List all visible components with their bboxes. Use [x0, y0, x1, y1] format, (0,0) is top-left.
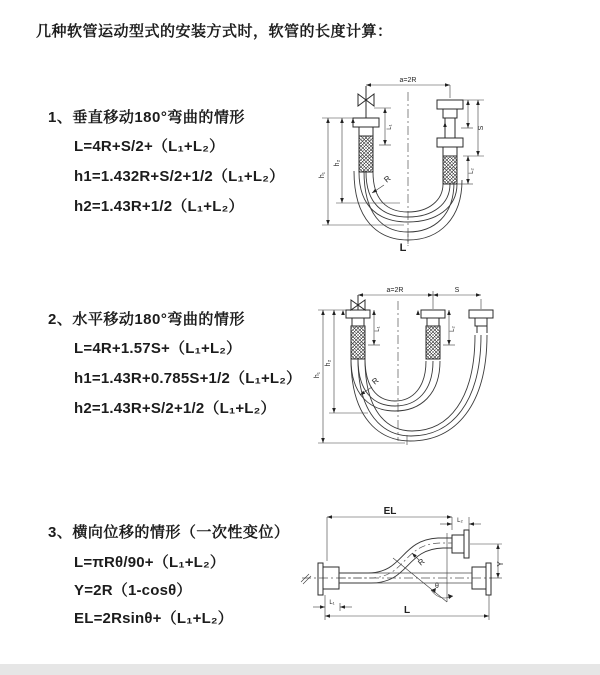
braid-outline — [359, 136, 373, 172]
diagram-horizontal-180 — [310, 283, 568, 455]
dim-label-l2: L₂ — [457, 518, 463, 524]
dim-label-l1: L₁ — [375, 326, 381, 332]
flange — [353, 118, 379, 127]
dimension-arrows — [321, 293, 481, 443]
section-1-heading: 1、垂直移动180°弯曲的情形 — [48, 109, 245, 126]
dim-label-l2: L₂ — [450, 326, 456, 332]
braid-outline — [443, 156, 457, 184]
arrowhead — [448, 594, 453, 599]
section-2-heading: 2、水平移动180°弯曲的情形 — [48, 311, 245, 328]
dim-label-h2: h₂ — [325, 359, 332, 367]
pipe — [445, 118, 455, 138]
dim-label-a2r: a=2R — [399, 77, 417, 84]
flange — [421, 310, 445, 318]
dim-label-y: Y — [496, 561, 505, 567]
braid-outline — [351, 326, 365, 359]
formula-line: h2=1.43R+S/2+1/2（L₁+L₂） — [74, 400, 276, 417]
formula-line: L=πRθ/90+（L₁+L₂） — [74, 554, 226, 571]
dim-label-r: R — [416, 556, 427, 568]
dim-label-l1: L₁ — [329, 600, 335, 606]
flange — [437, 100, 463, 109]
section-3-heading: 3、横向位移的情形（一次性变位） — [48, 524, 290, 541]
page-bottom-edge — [0, 664, 600, 675]
dim-label-a2r: a=2R — [386, 287, 404, 294]
flange — [346, 310, 370, 318]
formula-line: h1=1.43R+0.785S+1/2（L₁+L₂） — [74, 370, 302, 387]
dim-label-l1: L₁ — [387, 124, 393, 130]
formula-line: EL=2Rsinθ+（L₁+L₂） — [74, 610, 233, 627]
dim-label-h1: h₁ — [314, 371, 321, 379]
flange — [443, 147, 457, 156]
flange — [475, 318, 487, 326]
formula-line: Y=2R（1-cosθ） — [74, 582, 192, 599]
hose-curve — [339, 538, 452, 583]
formula-line: h1=1.432R+S/2+1/2（L₁+L₂） — [74, 168, 285, 185]
dim-label-el: EL — [383, 506, 397, 517]
hose-curve — [351, 335, 487, 441]
flange — [318, 563, 323, 595]
flange — [452, 535, 464, 553]
dim-label-h2: h₂ — [334, 159, 341, 167]
pipe — [477, 326, 487, 333]
dim-label-s: S — [454, 287, 460, 294]
diagram-lateral-displacement — [300, 503, 510, 631]
flange — [486, 563, 491, 595]
flange — [427, 318, 439, 326]
flange — [464, 530, 469, 558]
dim-label-r: R — [382, 173, 393, 185]
formula-line: L=4R+1.57S+（L₁+L₂） — [74, 340, 242, 357]
dim-label-l: L — [399, 242, 407, 254]
dim-label-l2: L₂ — [469, 168, 475, 174]
dim-label-r: R — [370, 375, 381, 387]
page-title: 几种软管运动型式的安装方式时，软管的长度计算： — [36, 23, 393, 40]
braid-outline — [426, 326, 440, 359]
dim-label-s: S — [478, 125, 485, 131]
break-symbol — [301, 574, 311, 584]
flange — [437, 138, 463, 147]
flange — [469, 310, 493, 318]
formula-line: L=4R+S/2+（L₁+L₂） — [74, 138, 225, 155]
flange — [359, 127, 373, 136]
formula-line: h2=1.43R+1/2（L₁+L₂） — [74, 198, 244, 215]
dim-label-l: L — [403, 605, 411, 616]
flange — [352, 318, 364, 326]
dim-label-theta: θ — [435, 583, 439, 590]
diagram-vertical-180 — [312, 70, 564, 256]
flange — [443, 109, 457, 118]
dim-label-h1: h₁ — [319, 171, 326, 179]
